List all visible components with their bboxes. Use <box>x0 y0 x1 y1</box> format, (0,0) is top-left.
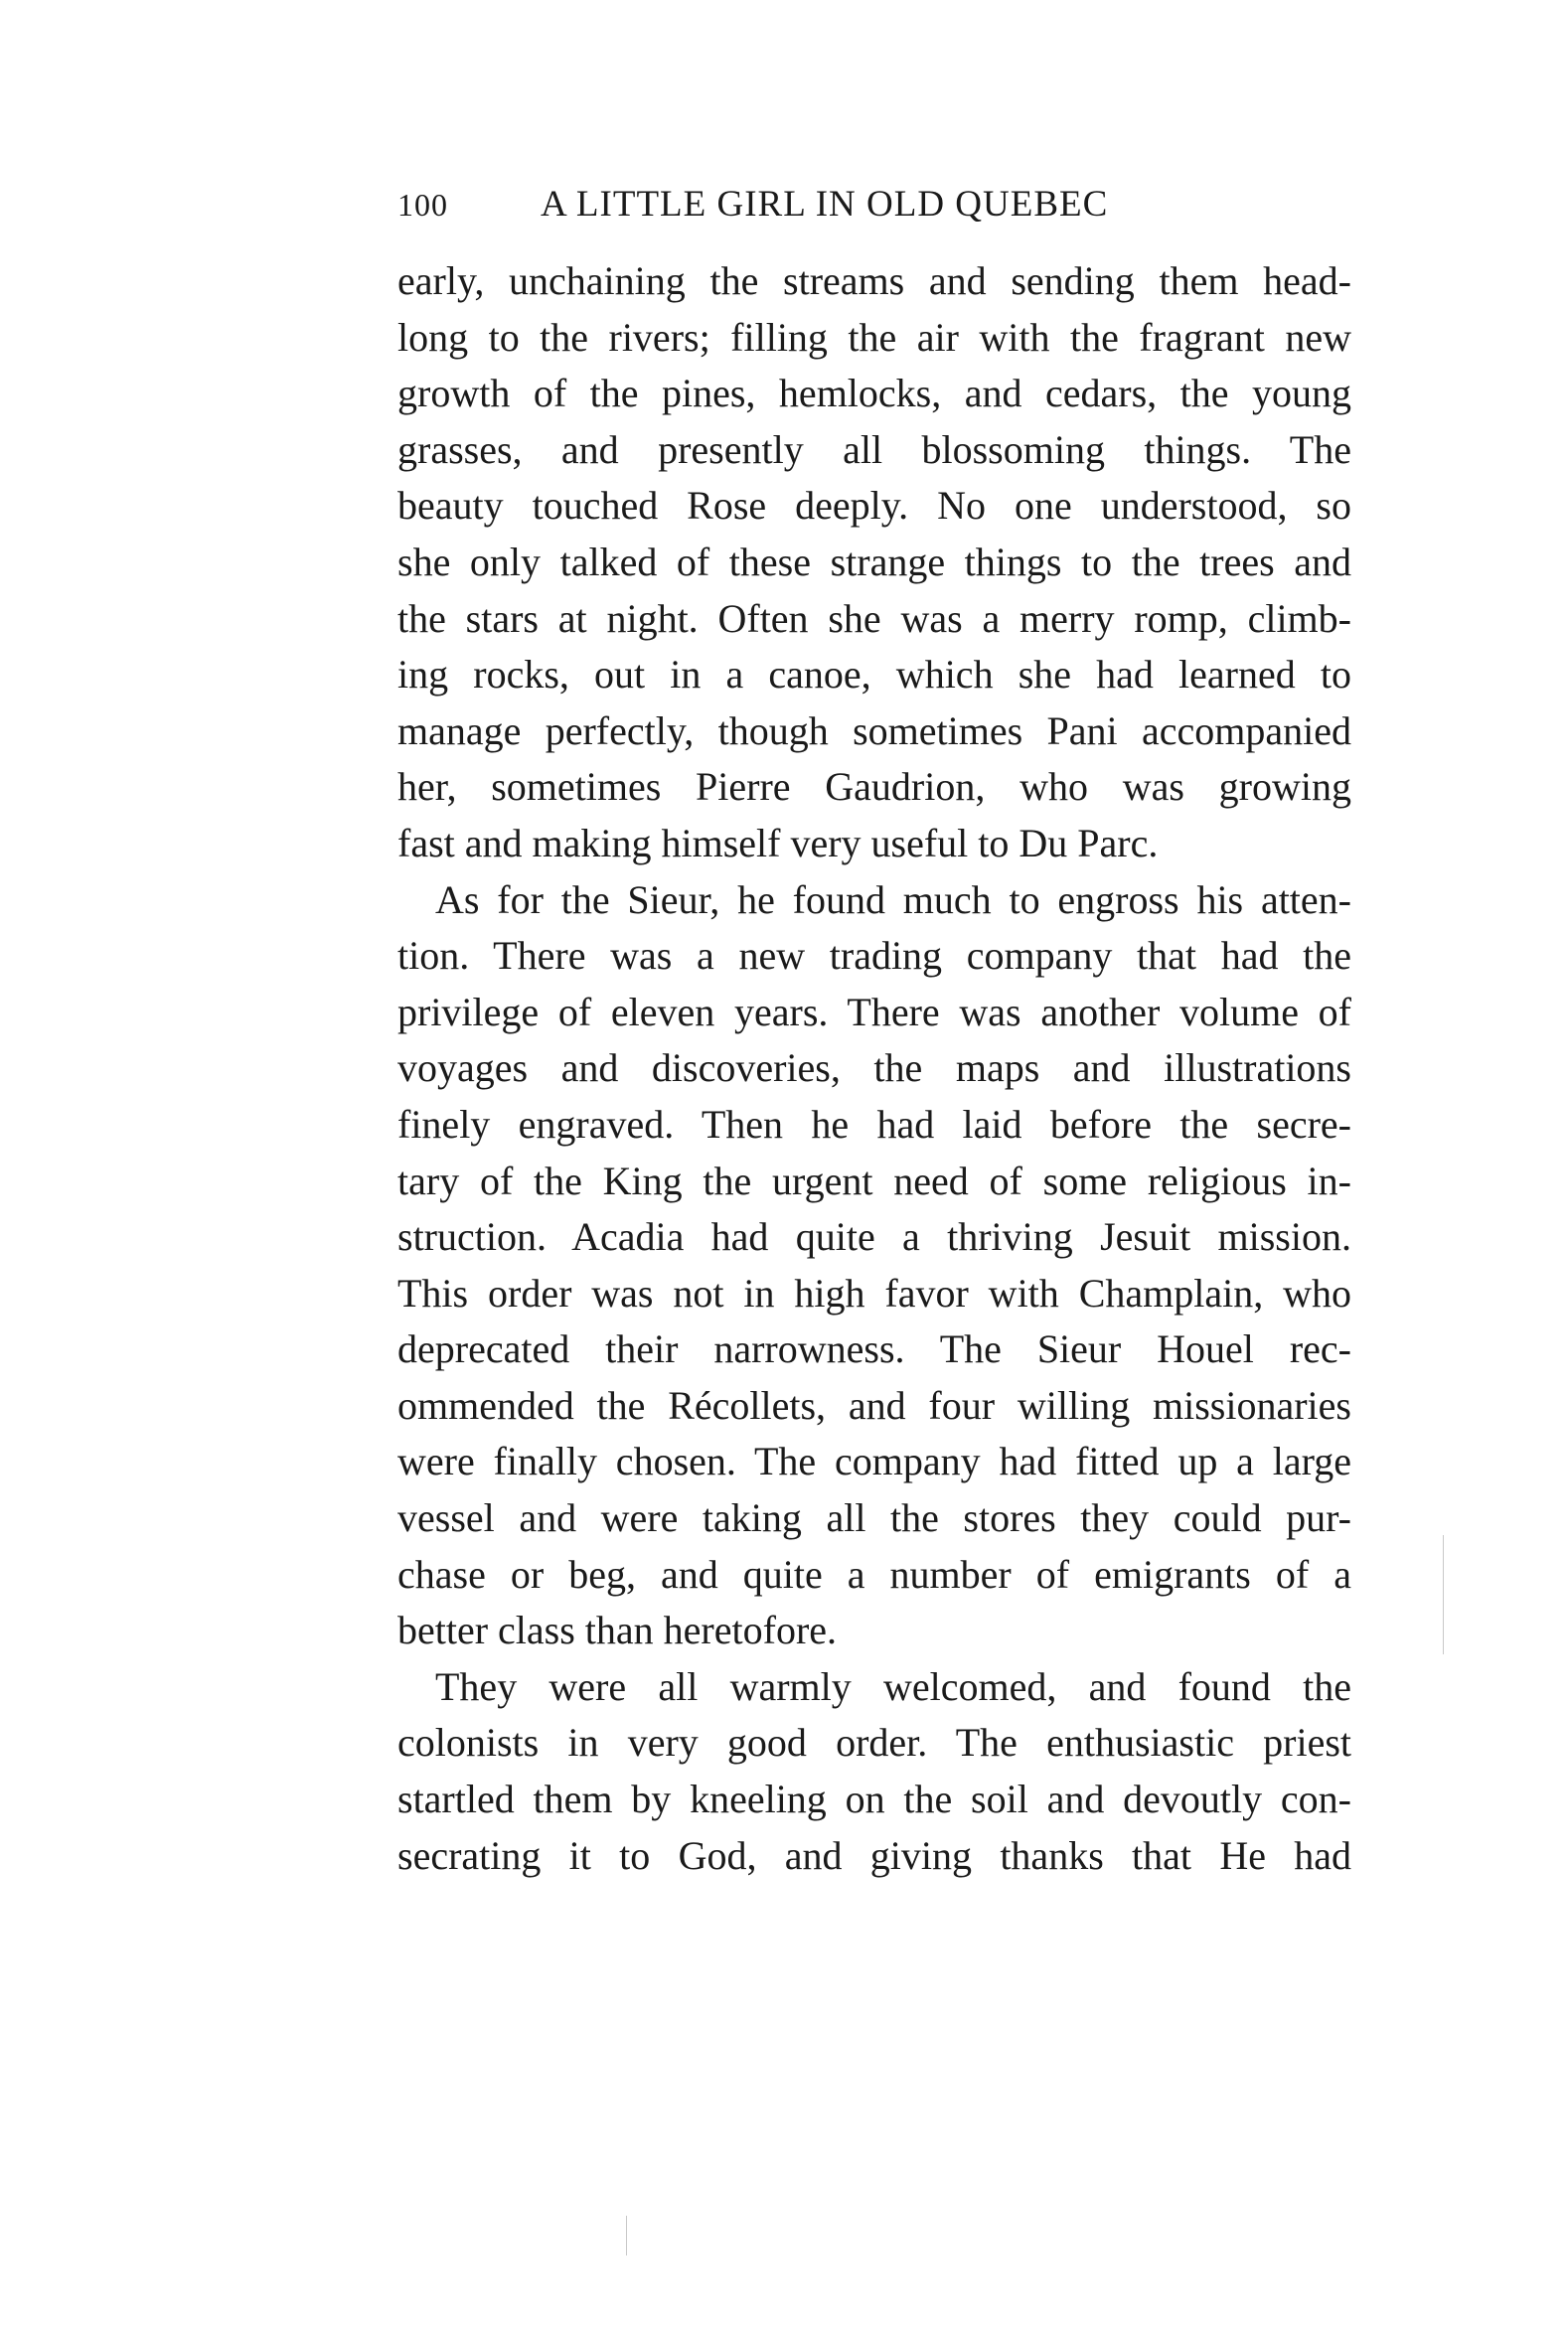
text-line: secrating it to God, and giving thanks that He had <box>397 1832 1351 1878</box>
text-line: she only talked of these strange things to the trees and <box>397 539 1351 584</box>
text-line: grasses, and presently all blossoming things. The <box>397 426 1351 472</box>
text-line: vessel and were taking all the stores they could pur- <box>397 1495 1351 1541</box>
text-line: They were all warmly welcomed, and found the <box>435 1663 1351 1709</box>
text-line: struction. Acadia had quite a thriving Jesuit mission. <box>397 1214 1351 1260</box>
text-line: early, unchaining the streams and sending them head- <box>397 258 1351 303</box>
running-head <box>397 175 1351 234</box>
text-line: the stars at night. Often she was a merry romp, climb- <box>397 595 1351 641</box>
text-line: ing rocks, out in a canoe, which she had learned to <box>397 652 1351 698</box>
text-line: finely engraved. Then he had laid before the secre- <box>397 1101 1351 1147</box>
text-line: This order was not in high favor with Champlain, who <box>397 1270 1351 1316</box>
text-line: tary of the King the urgent need of some religious in- <box>397 1158 1351 1203</box>
text-line: her, sometimes Pierre Gaudrion, who was growing <box>397 764 1351 810</box>
text-line: privilege of eleven years. There was another volume of <box>397 989 1351 1034</box>
text-line: ommended the Récollets, and four willing missionaries <box>397 1382 1351 1428</box>
text-line: fast and making himself very useful to Du Parc. <box>397 820 1159 865</box>
text-line: better class than heretofore. <box>397 1608 838 1653</box>
text-line: manage perfectly, though sometimes Pani accompanied <box>397 707 1351 753</box>
text-line: chase or beg, and quite a number of emigrants of a <box>397 1551 1351 1597</box>
text-line: long to the rivers; filling the air with the fragrant new <box>397 314 1351 360</box>
text-line: were finally chosen. The company had fitted up a large <box>397 1439 1351 1484</box>
text-line: beauty touched Rose deeply. No one understood, so <box>397 483 1351 529</box>
text-line: voyages and discoveries, the maps and illustrations <box>397 1045 1351 1091</box>
text-line: As for the Sieur, he found much to engross his atten- <box>435 876 1351 922</box>
running-title: A LITTLE GIRL IN OLD QUEBEC <box>541 184 1109 225</box>
text-line: deprecated their narrowness. The Sieur Houel rec- <box>397 1326 1351 1372</box>
scan-artifact <box>1443 1535 1444 1654</box>
body-text <box>397 253 1351 1884</box>
text-line: growth of the pines, hemlocks, and cedars, the young <box>397 371 1351 416</box>
text-line: startled them by kneeling on the soil and devoutly con- <box>397 1777 1351 1822</box>
text-line: colonists in very good order. The enthusiastic priest <box>397 1720 1351 1766</box>
scan-artifact <box>626 2216 627 2255</box>
page-number: 100 <box>397 187 448 223</box>
text-line: tion. There was a new trading company that had the <box>397 933 1351 979</box>
